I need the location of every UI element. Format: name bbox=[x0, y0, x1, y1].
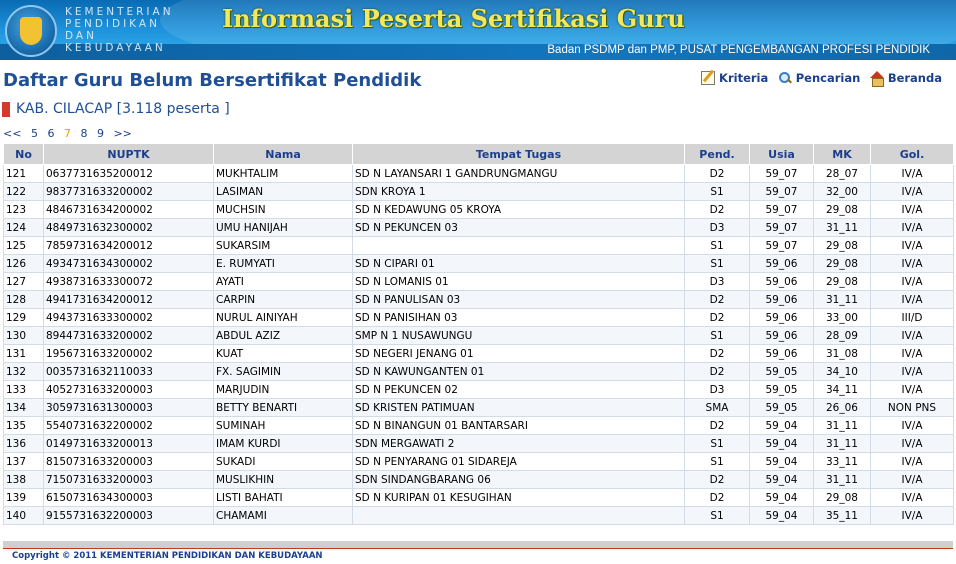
table-row bbox=[4, 399, 954, 417]
region-label: KAB. CILACAP [3.118 peserta ] bbox=[16, 101, 230, 117]
cell-pend: D2 bbox=[685, 471, 750, 489]
beranda-link[interactable] bbox=[870, 71, 942, 85]
cell-tempat-tugas: SDN MERGAWATI 2 bbox=[353, 435, 685, 453]
cell-pend: D3 bbox=[685, 273, 750, 291]
table-row bbox=[4, 183, 954, 201]
cell-tempat-tugas: SD NEGERI JENANG 01 bbox=[353, 345, 685, 363]
cell-mk: 29_08 bbox=[814, 489, 871, 507]
column-header-mk: MK bbox=[814, 144, 871, 165]
cell-mk: 28_07 bbox=[814, 165, 871, 183]
cell-gol: IV/A bbox=[871, 291, 954, 309]
cell-nuptk: 4938731633300072 bbox=[44, 273, 214, 291]
cell-mk: 31_11 bbox=[814, 471, 871, 489]
cell-nuptk: 8150731633200003 bbox=[44, 453, 214, 471]
cell-gol: IV/A bbox=[871, 417, 954, 435]
cell-no: 129 bbox=[4, 309, 44, 327]
table-row bbox=[4, 345, 954, 363]
cell-tempat-tugas: SD N PANULISAN 03 bbox=[353, 291, 685, 309]
cell-nama: CARPIN bbox=[214, 291, 353, 309]
cell-no: 134 bbox=[4, 399, 44, 417]
ministry-line: DAN bbox=[65, 30, 97, 42]
footer-bar bbox=[3, 541, 953, 548]
banner-title: Informasi Peserta Sertifikasi Guru bbox=[222, 4, 685, 33]
cell-gol: IV/A bbox=[871, 255, 954, 273]
cell-mk: 32_00 bbox=[814, 183, 871, 201]
cell-pend: D2 bbox=[685, 345, 750, 363]
footer-divider bbox=[3, 548, 953, 549]
cell-nuptk: 4941731634200012 bbox=[44, 291, 214, 309]
cell-no: 139 bbox=[4, 489, 44, 507]
cell-no: 133 bbox=[4, 381, 44, 399]
cell-mk: 31_11 bbox=[814, 435, 871, 453]
cell-pend: S1 bbox=[685, 327, 750, 345]
cell-nuptk: 0637731635200012 bbox=[44, 165, 214, 183]
cell-no: 140 bbox=[4, 507, 44, 525]
cell-no: 126 bbox=[4, 255, 44, 273]
page-title: Daftar Guru Belum Bersertifikat Pendidik bbox=[3, 70, 422, 91]
cell-gol: IV/A bbox=[871, 363, 954, 381]
cell-no: 124 bbox=[4, 219, 44, 237]
cell-nama: E. RUMYATI bbox=[214, 255, 353, 273]
table-body bbox=[4, 165, 954, 525]
cell-tempat-tugas: SD N LOMANIS 01 bbox=[353, 273, 685, 291]
pager-page[interactable]: 8 bbox=[80, 127, 88, 140]
cell-tempat-tugas: SD KRISTEN PATIMUAN bbox=[353, 399, 685, 417]
cell-nuptk: 5540731632200002 bbox=[44, 417, 214, 435]
cell-tempat-tugas: SD N PEKUNCEN 03 bbox=[353, 219, 685, 237]
cell-gol: IV/A bbox=[871, 183, 954, 201]
table-row bbox=[4, 489, 954, 507]
table-row bbox=[4, 201, 954, 219]
cell-usia: 59_06 bbox=[750, 345, 814, 363]
cell-nuptk: 6150731634300003 bbox=[44, 489, 214, 507]
cell-mk: 29_08 bbox=[814, 255, 871, 273]
cell-gol: IV/A bbox=[871, 345, 954, 363]
cell-gol: IV/A bbox=[871, 471, 954, 489]
kriteria-label: Kriteria bbox=[719, 71, 769, 85]
cell-mk: 31_11 bbox=[814, 291, 871, 309]
cell-nuptk: 1956731633200002 bbox=[44, 345, 214, 363]
cell-mk: 33_00 bbox=[814, 309, 871, 327]
cell-gol: III/D bbox=[871, 309, 954, 327]
cell-nuptk: 7859731634200012 bbox=[44, 237, 214, 255]
cell-mk: 29_08 bbox=[814, 237, 871, 255]
ministry-line: KEBUDAYAAN bbox=[65, 42, 166, 54]
cell-tempat-tugas: SD N LAYANSARI 1 GANDRUNGMANGU bbox=[353, 165, 685, 183]
cell-mk: 28_09 bbox=[814, 327, 871, 345]
table-row bbox=[4, 507, 954, 525]
ministry-logo-icon bbox=[5, 5, 57, 57]
cell-tempat-tugas: SD N CIPARI 01 bbox=[353, 255, 685, 273]
ministry-line: KEMENTERIAN bbox=[65, 6, 174, 18]
table-row bbox=[4, 435, 954, 453]
pencarian-link[interactable] bbox=[778, 71, 861, 85]
cell-nama: FX. SAGIMIN bbox=[214, 363, 353, 381]
cell-usia: 59_06 bbox=[750, 273, 814, 291]
cell-gol: IV/A bbox=[871, 381, 954, 399]
cell-nama: UMU HANIJAH bbox=[214, 219, 353, 237]
cell-mk: 34_11 bbox=[814, 381, 871, 399]
column-header-nama: Nama bbox=[214, 144, 353, 165]
column-header-usia: Usia bbox=[750, 144, 814, 165]
cell-tempat-tugas: SD N KAWUNGANTEN 01 bbox=[353, 363, 685, 381]
cell-gol: IV/A bbox=[871, 201, 954, 219]
cell-usia: 59_07 bbox=[750, 183, 814, 201]
cell-nama: SUKADI bbox=[214, 453, 353, 471]
table-row bbox=[4, 327, 954, 345]
cell-no: 136 bbox=[4, 435, 44, 453]
cell-mk: 35_11 bbox=[814, 507, 871, 525]
cell-no: 125 bbox=[4, 237, 44, 255]
table-row bbox=[4, 255, 954, 273]
cell-usia: 59_04 bbox=[750, 471, 814, 489]
edit-icon bbox=[701, 71, 715, 85]
cell-nama: ABDUL AZIZ bbox=[214, 327, 353, 345]
cell-pend: S1 bbox=[685, 435, 750, 453]
cell-pend: D2 bbox=[685, 363, 750, 381]
cell-mk: 29_08 bbox=[814, 273, 871, 291]
cell-no: 138 bbox=[4, 471, 44, 489]
cell-nuptk: 4943731633300002 bbox=[44, 309, 214, 327]
cell-nama: MUSLIKHIN bbox=[214, 471, 353, 489]
cell-tempat-tugas: SD N PANISIHAN 03 bbox=[353, 309, 685, 327]
cell-mk: 29_08 bbox=[814, 201, 871, 219]
search-icon bbox=[778, 71, 792, 85]
table-row bbox=[4, 453, 954, 471]
cell-nama: SUMINAH bbox=[214, 417, 353, 435]
cell-tempat-tugas bbox=[353, 237, 685, 255]
cell-pend: D2 bbox=[685, 417, 750, 435]
cell-pend: S1 bbox=[685, 237, 750, 255]
cell-pend: S1 bbox=[685, 453, 750, 471]
cell-no: 127 bbox=[4, 273, 44, 291]
cell-pend: D2 bbox=[685, 489, 750, 507]
cell-nama: MARJUDIN bbox=[214, 381, 353, 399]
cell-pend: SMA bbox=[685, 399, 750, 417]
cell-gol: IV/A bbox=[871, 489, 954, 507]
table-row bbox=[4, 219, 954, 237]
cell-nuptk: 8944731633200002 bbox=[44, 327, 214, 345]
cell-nuptk: 9837731633200002 bbox=[44, 183, 214, 201]
cell-usia: 59_07 bbox=[750, 237, 814, 255]
cell-no: 132 bbox=[4, 363, 44, 381]
cell-no: 137 bbox=[4, 453, 44, 471]
cell-pend: D2 bbox=[685, 309, 750, 327]
cell-pend: D2 bbox=[685, 165, 750, 183]
pager-page[interactable]: 5 bbox=[30, 127, 38, 140]
teacher-table bbox=[3, 143, 954, 525]
pager-page[interactable]: 9 bbox=[96, 127, 104, 140]
column-header-tempat-tugas: Tempat Tugas bbox=[353, 144, 685, 165]
table-row bbox=[4, 471, 954, 489]
cell-nama: AYATI bbox=[214, 273, 353, 291]
ministry-name bbox=[65, 6, 195, 54]
pencarian-label: Pencarian bbox=[795, 71, 861, 85]
cell-no: 131 bbox=[4, 345, 44, 363]
table-header-row bbox=[4, 144, 954, 165]
home-icon bbox=[870, 71, 884, 85]
cell-usia: 59_07 bbox=[750, 201, 814, 219]
cell-usia: 59_05 bbox=[750, 399, 814, 417]
kriteria-link[interactable] bbox=[701, 71, 768, 85]
banner-subtitle: Badan PSDMP dan PMP, PUSAT PENGEMBANGAN PROFESI PENDIDIK bbox=[547, 44, 930, 56]
column-header-pend: Pend. bbox=[685, 144, 750, 165]
pager-page-current: 7 bbox=[63, 127, 71, 140]
cell-usia: 59_04 bbox=[750, 417, 814, 435]
cell-nuptk: 9155731632200003 bbox=[44, 507, 214, 525]
cell-no: 123 bbox=[4, 201, 44, 219]
cell-tempat-tugas: SMP N 1 NUSAWUNGU bbox=[353, 327, 685, 345]
cell-nuptk: 4846731634200002 bbox=[44, 201, 214, 219]
ministry-line: PENDIDIKAN bbox=[65, 18, 160, 30]
cell-nuptk: 0035731632110033 bbox=[44, 363, 214, 381]
table-row bbox=[4, 165, 954, 183]
cell-usia: 59_04 bbox=[750, 507, 814, 525]
cell-usia: 59_06 bbox=[750, 309, 814, 327]
cell-nuptk: 4934731634300002 bbox=[44, 255, 214, 273]
cell-mk: 31_11 bbox=[814, 417, 871, 435]
cell-pend: D2 bbox=[685, 291, 750, 309]
cell-nuptk: 3059731631300003 bbox=[44, 399, 214, 417]
cell-tempat-tugas: SDN KROYA 1 bbox=[353, 183, 685, 201]
cell-no: 122 bbox=[4, 183, 44, 201]
cell-nama: BETTY BENARTI bbox=[214, 399, 353, 417]
cell-usia: 59_07 bbox=[750, 165, 814, 183]
cell-nuptk: 4849731632300002 bbox=[44, 219, 214, 237]
cell-nama: MUCHSIN bbox=[214, 201, 353, 219]
cell-tempat-tugas: SD N PEKUNCEN 02 bbox=[353, 381, 685, 399]
cell-mk: 33_11 bbox=[814, 453, 871, 471]
cell-nuptk: 4052731633200003 bbox=[44, 381, 214, 399]
cell-usia: 59_05 bbox=[750, 363, 814, 381]
cell-tempat-tugas: SDN SINDANGBARANG 06 bbox=[353, 471, 685, 489]
cell-nuptk: 7150731633200003 bbox=[44, 471, 214, 489]
cell-tempat-tugas bbox=[353, 507, 685, 525]
cell-usia: 59_05 bbox=[750, 381, 814, 399]
cell-mk: 34_10 bbox=[814, 363, 871, 381]
cell-usia: 59_06 bbox=[750, 291, 814, 309]
cell-usia: 59_04 bbox=[750, 453, 814, 471]
pagination bbox=[3, 127, 138, 140]
cell-no: 121 bbox=[4, 165, 44, 183]
cell-nama: LASIMAN bbox=[214, 183, 353, 201]
top-links bbox=[695, 71, 942, 88]
cell-nama: SUKARSIM bbox=[214, 237, 353, 255]
cell-no: 128 bbox=[4, 291, 44, 309]
cell-gol: IV/A bbox=[871, 327, 954, 345]
column-header-no: No bbox=[4, 144, 44, 165]
table-row bbox=[4, 273, 954, 291]
cell-pend: D3 bbox=[685, 219, 750, 237]
table-row bbox=[4, 237, 954, 255]
cell-mk: 31_11 bbox=[814, 219, 871, 237]
cell-gol: IV/A bbox=[871, 165, 954, 183]
cell-nama: KUAT bbox=[214, 345, 353, 363]
cell-nama: LISTI BAHATI bbox=[214, 489, 353, 507]
table-row bbox=[4, 309, 954, 327]
cell-tempat-tugas: SD N KEDAWUNG 05 KROYA bbox=[353, 201, 685, 219]
cell-nama: CHAMAMI bbox=[214, 507, 353, 525]
cell-mk: 31_08 bbox=[814, 345, 871, 363]
table-row bbox=[4, 291, 954, 309]
cell-tempat-tugas: SD N KURIPAN 01 KESUGIHAN bbox=[353, 489, 685, 507]
copyright-text: Copyright © 2011 KEMENTERIAN PENDIDIKAN DAN KEBUDAYAAN bbox=[12, 551, 323, 561]
cell-nama: MUKHTALIM bbox=[214, 165, 353, 183]
cell-pend: D3 bbox=[685, 381, 750, 399]
pager-next[interactable]: >> bbox=[113, 127, 132, 140]
beranda-label: Beranda bbox=[887, 71, 942, 85]
cell-nama: NURUL AINIYAH bbox=[214, 309, 353, 327]
column-header-nuptk: NUPTK bbox=[44, 144, 214, 165]
region-marker bbox=[2, 102, 10, 117]
pager-prev[interactable]: << bbox=[3, 127, 22, 140]
cell-gol: IV/A bbox=[871, 435, 954, 453]
cell-gol: IV/A bbox=[871, 219, 954, 237]
cell-gol: IV/A bbox=[871, 453, 954, 471]
region-heading bbox=[2, 101, 230, 117]
table-row bbox=[4, 417, 954, 435]
cell-tempat-tugas: SD N BINANGUN 01 BANTARSARI bbox=[353, 417, 685, 435]
cell-nuptk: 0149731633200013 bbox=[44, 435, 214, 453]
cell-usia: 59_04 bbox=[750, 435, 814, 453]
header-banner bbox=[0, 0, 956, 60]
cell-no: 135 bbox=[4, 417, 44, 435]
column-header-gol: Gol. bbox=[871, 144, 954, 165]
cell-gol: IV/A bbox=[871, 507, 954, 525]
cell-usia: 59_06 bbox=[750, 327, 814, 345]
cell-pend: S1 bbox=[685, 183, 750, 201]
cell-mk: 26_06 bbox=[814, 399, 871, 417]
cell-no: 130 bbox=[4, 327, 44, 345]
cell-nama: IMAM KURDI bbox=[214, 435, 353, 453]
pager-page[interactable]: 6 bbox=[47, 127, 55, 140]
cell-gol: IV/A bbox=[871, 273, 954, 291]
cell-tempat-tugas: SD N PENYARANG 01 SIDAREJA bbox=[353, 453, 685, 471]
cell-usia: 59_06 bbox=[750, 255, 814, 273]
cell-pend: S1 bbox=[685, 507, 750, 525]
cell-gol: IV/A bbox=[871, 237, 954, 255]
cell-usia: 59_04 bbox=[750, 489, 814, 507]
table-row bbox=[4, 381, 954, 399]
cell-usia: 59_07 bbox=[750, 219, 814, 237]
cell-pend: S1 bbox=[685, 255, 750, 273]
cell-pend: D2 bbox=[685, 201, 750, 219]
table-row bbox=[4, 363, 954, 381]
cell-gol: NON PNS bbox=[871, 399, 954, 417]
